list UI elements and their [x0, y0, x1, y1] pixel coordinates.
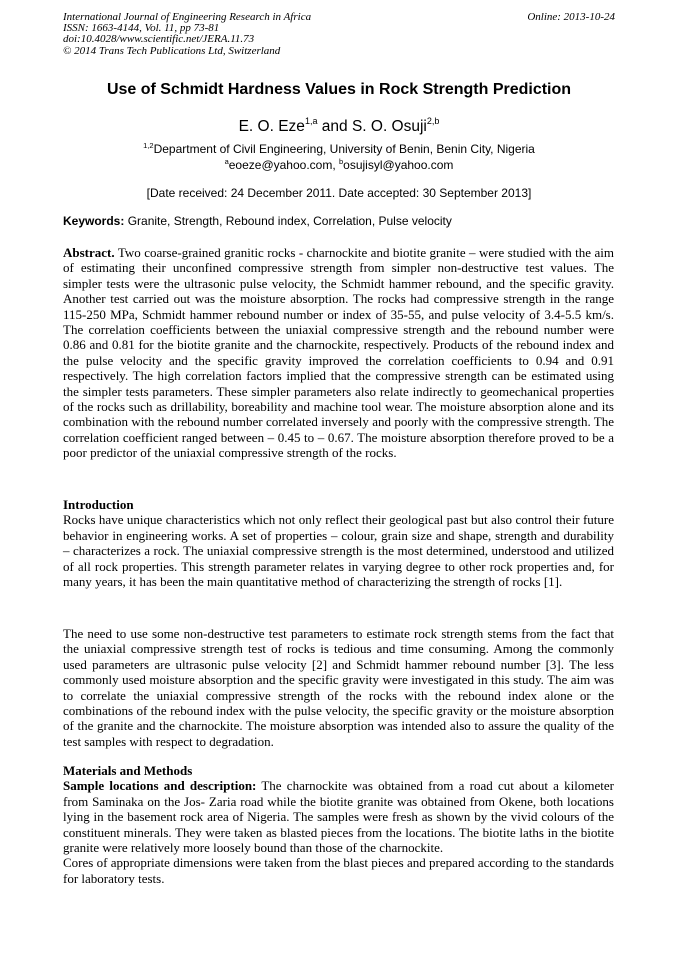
introduction-section [63, 497, 614, 589]
introduction-paragraph-2 [63, 626, 614, 749]
paragraph: Rocks have unique characteristics which not only reflect their geological past but also control their future behavior in engineering works. A set of properties – colour, grain size and shape, strength and durability – characterizes a rock. The uniaxial compressive strength is the most determined, understood and utilized of all rock properties. This strength parameter relates in varying degree to other rock properties and, for many years, it has been the main quantitative method of characterizing the strength of rocks [1]. [63, 512, 614, 590]
section-heading: Introduction [63, 497, 134, 512]
email-separator: , [332, 157, 339, 172]
abstract-label: Abstract. [63, 245, 115, 260]
methods-section [63, 763, 614, 886]
online-date: Online: 2013-10-24 [527, 11, 615, 23]
journal-doi: doi:10.4028/www.scientific.net/JERA.11.73 [63, 33, 255, 46]
keywords-text: Granite, Strength, Rebound index, Correlation, Pulse velocity [124, 214, 452, 228]
affiliation-block [0, 142, 678, 173]
abstract-text: Two coarse-grained granitic rocks - charnockite and biotite granite – were studied with the aim of estimating their unconfined compressive strength from simpler non-destructive test values. The simpler tests were the ultrasonic pulse velocity, the Schmidt hammer rebound, and the specific gravity. Another test carried out was the moisture absorption. The rocks had compressive strength in the range 115-250 MPa, Schmidt hammer rebound number or index of 35-55, and pulse velocity of 3.4-5.5 km/s. The correlation coefficients between the uniaxial compressive strength and the rebound number were 0.86 and 0.81 for the biotite granite and the charnockite, respectively. Products of the rebound index and the pulse velocity and the specific gravity improved the correlation coefficients to 0.94 and 0.91 respectively. The high correlation factors implied that the compressive strength can be estimated using the simpler tests parameters. These simpler parameters also relate indirectly to geomechanical properties of the rocks such as drillability, boreability and machine tool wear. The moisture absorption alone and its combination with the rebound number correlated inversely and poorly with the compressive strength. The correlation coefficient ranged between – 0.45 to – 0.67. The moisture absorption therefore proved to be a poor predictor of the uniaxial compressive strength of the rocks. [63, 245, 614, 461]
paper-title: Use of Schmidt Hardness Values in Rock Strength Prediction [106, 81, 572, 98]
abstract [63, 245, 614, 461]
paragraph: The need to use some non-destructive test parameters to estimate rock strength stems from the fact that the uniaxial compressive strength test of rocks is tedious and time consuming. Among the commonly used parameters are ultrasonic pulse velocity [2] and Schmidt hammer rebound number [3]. The less commonly used moisture absorption and the specific gravity were investigated in this study. The aim was to correlate the uniaxial compressive strength of the rocks with the rebound index alone or the combinations of the rebound index with the pulse velocity, the specific gravity or the moisture absorption of the granite and the charnockite. The moisture absorption was intended also to assure the quality of the test samples with respect to degradation. [63, 626, 614, 749]
journal-copyright: © 2014 Trans Tech Publications Ltd, Switzerland [63, 44, 281, 57]
submission-dates: [Date received: 24 December 2011. Date accepted: 30 September 2013] [146, 186, 532, 200]
author-conjunction: and [317, 118, 352, 135]
email-link[interactable]: osujisyl@yahoo.com [343, 157, 454, 172]
paragraph-text: The charnockite was obtained from a road cut about a kilometer from Saminaka on the Jos- Zaria road while the biotite granite was obtained from Okene, both locations lying in the basement rock area of Nigeria. The samples were fresh as shown by the vivid colours of the constituent minerals. They were taken as blasted pieces from the locations. The biotite laths in the biotite granite were relatively more loosely bound than those of the charnockite. [63, 778, 614, 856]
email-link[interactable]: eoeze@yahoo.com [228, 157, 333, 172]
affiliation [0, 142, 678, 158]
email-mark: a [224, 156, 229, 166]
keywords-label: Keywords: [63, 214, 125, 228]
section-heading: Materials and Methods [63, 763, 193, 778]
keywords [63, 213, 623, 229]
paragraph: Cores of appropriate dimensions were taken from the blast pieces and prepared according to the standards for laboratory tests. [63, 855, 614, 886]
author-name: S. O. Osuji [351, 118, 427, 135]
author-affiliation-mark: 2,b [426, 116, 440, 126]
author-affiliation-mark: 1,a [304, 116, 318, 126]
journal-issn: ISSN: 1663-4144, Vol. 11, pp 73-81 [63, 22, 220, 35]
author-list [0, 117, 678, 137]
email-list [0, 158, 678, 174]
subsection-heading: Sample locations and description: [63, 778, 257, 794]
affiliation-text: Department of Civil Engineering, University of Benin, Benin City, Nigeria [153, 142, 535, 156]
email-mark: b [339, 156, 344, 166]
author-name: E. O. Eze [238, 118, 305, 135]
affiliation-mark: 1,2 [143, 141, 154, 150]
journal-name: International Journal of Engineering Research in Africa [63, 11, 312, 23]
